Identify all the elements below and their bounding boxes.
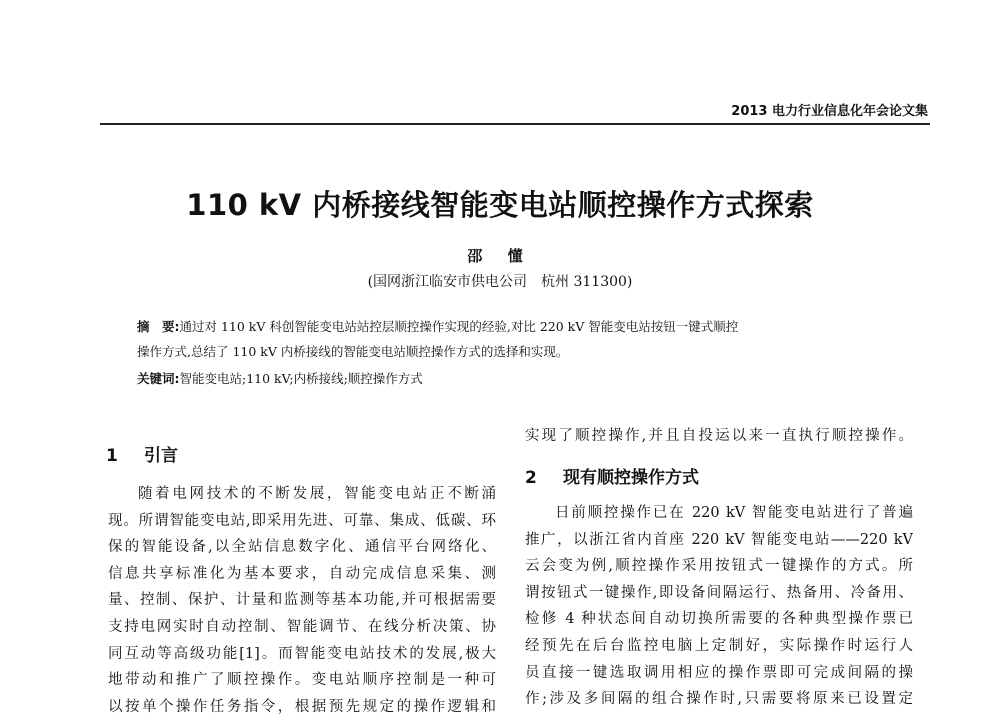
section-number: 1: [106, 446, 118, 466]
text-line: 日前顺控操作已在 220 kV 智能变电站进行了普遍: [555, 505, 913, 521]
text-line: 随着电网技术的不断发展，智能变电站正不断涌: [138, 486, 496, 502]
paper-title: 110 kV 内桥接线智能变电站顺控操作方式探索: [186, 188, 814, 222]
keywords-label: 关键词:: [137, 371, 180, 386]
text-line: 地带动和推广了顺控操作。变电站顺序控制是一种可: [108, 672, 496, 689]
running-header: 2013 电力行业信息化年会论文集: [731, 104, 928, 119]
text-line: 云会变为例,顺控操作采用按钮式一键操作的方式。所: [525, 558, 913, 575]
text-line: 推广，以浙江省内首座 220 kV 智能变电站——220 kV: [525, 531, 913, 548]
text-line: 检修 4 种状态间自动切换所需要的各种典型操作票已: [525, 611, 913, 628]
abstract-line: [137, 317, 738, 335]
header-rule: [100, 123, 930, 125]
abstract-line: 操作方式,总结了 110 kV 内桥接线的智能变电站顺控操作方式的选择和实现。: [137, 344, 569, 359]
section-2-heading: [525, 463, 699, 488]
text-line: 谓按钮式一键操作,即设备间隔运行、热备用、冷备用、: [525, 584, 913, 601]
text-line: 以按单个操作任务指令，根据预先规定的操作逻辑和: [108, 698, 496, 715]
abstract-label: 摘 要:: [137, 319, 180, 334]
text-line: 保的智能设备,以全站信息数字化、通信平台网络化、: [108, 539, 496, 556]
right-column: [525, 500, 913, 713]
text-line: 经预先在后台监控电脑上定制好，实际操作时运行人: [525, 637, 913, 654]
abstract-text: 通过对 110 kV 科创智能变电站站控层顺控操作实现的经验,对比 220 kV 智能变电站按钮一键式顺控: [179, 319, 739, 334]
text-line: 现。所谓智能变电站,即采用先进、可靠、集成、低碳、环: [108, 512, 496, 529]
text-line: 同互动等高级功能[1]。而智能变电站技术的发展,极大: [108, 645, 496, 662]
section-number: 2: [525, 468, 537, 488]
author: 邵 懂: [467, 247, 533, 265]
text-line: 信息共享标准化为基本要求，自动完成信息采集、测: [108, 565, 496, 582]
section-title: 现有顺控操作方式: [563, 468, 699, 488]
section-1-heading: [106, 441, 178, 466]
text-line: 员直接一键选取调用相应的操作票即可完成间隔的操: [525, 664, 913, 681]
keywords-line: [137, 369, 423, 387]
left-column: [108, 481, 496, 720]
affiliation: (国网浙江临安市供电公司 杭州 311300): [367, 274, 633, 290]
right-column-continuation: [525, 423, 913, 450]
keywords-text: 智能变电站;110 kV;内桥接线;顺控操作方式: [179, 371, 423, 386]
text-line: 支持电网实时自动控制、智能调节、在线分析决策、协: [108, 618, 496, 635]
text-line: 作;涉及多间隔的组合操作时,只需要将原来已设置定: [525, 691, 913, 708]
section-title: 引言: [144, 446, 178, 466]
text-line: 实现了顺控操作,并且自投运以来一直执行顺控操作。: [525, 428, 913, 444]
text-line: 量、控制、保护、计量和监测等基本功能,并可根据需要: [108, 592, 496, 609]
